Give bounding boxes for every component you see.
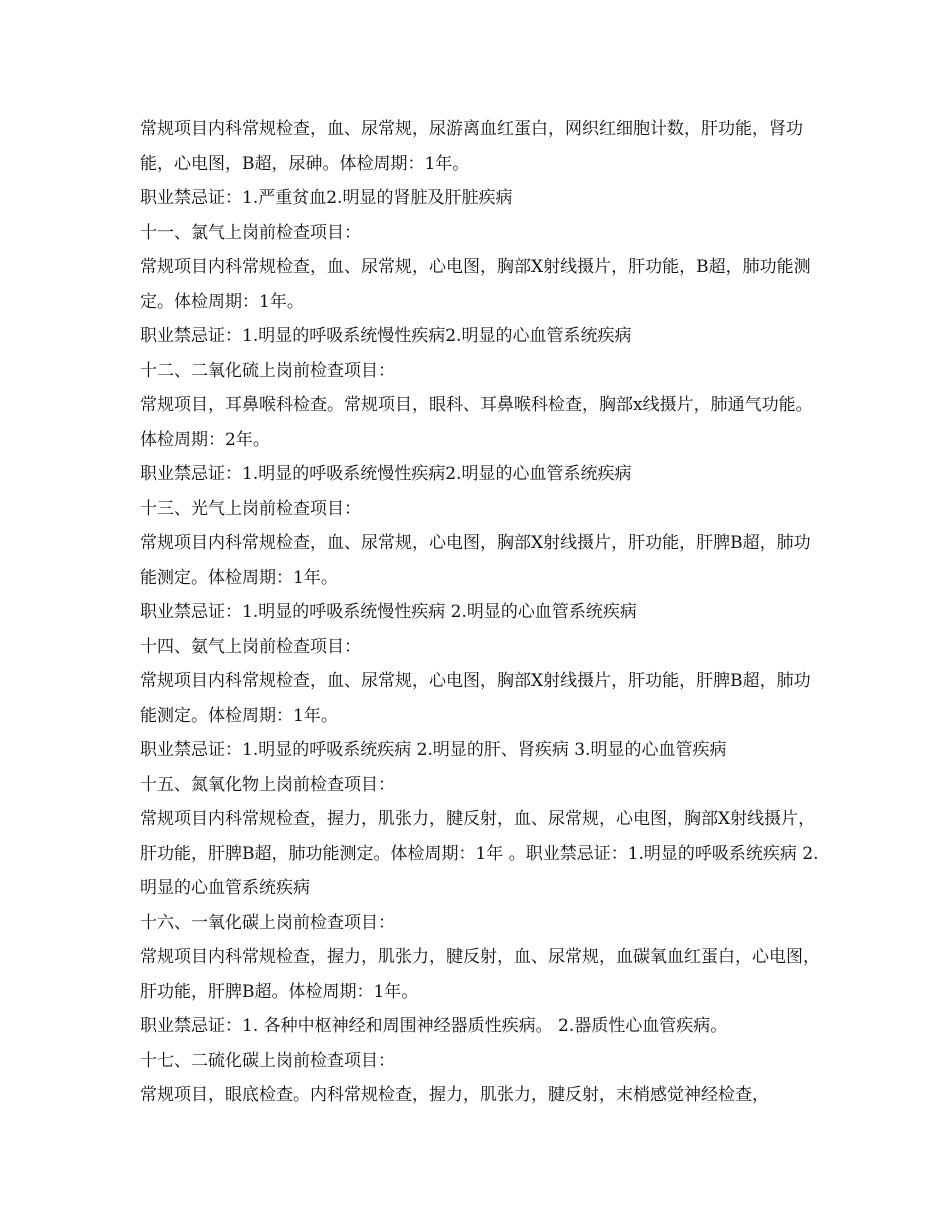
heading-phosgene: 十三、光气上岗前检查项目：: [140, 498, 361, 519]
paragraph-chlorine-items: 常规项目内科常规检查，血、尿常规，心电图，胸部X射线摄片，肝功能，B超，肺功能测定。体检周期：1年。: [140, 257, 811, 312]
paragraph-ammonia-items: 常规项目内科常规检查，血、尿常规，心电图，胸部X射线摄片，肝功能，肝脾B超，肺功能测定。体检周期：1年。: [140, 671, 811, 726]
paragraph-chlorine-contraindication: 职业禁忌证：1.明显的呼吸系统慢性疾病2.明显的心血管系统疾病: [140, 326, 632, 346]
paragraph-arsenic-items: 常规项目内科常规检查，血、尿常规，尿游离血红蛋白，网织红细胞计数，肝功能，肾功能，心电图，B超，尿砷。体检周期：1年。: [140, 119, 803, 174]
heading-sulfur-dioxide: 十二、二氧化硫上岗前检查项目：: [140, 360, 395, 381]
paragraph-phosgene-items: 常规项目内科常规检查，血、尿常规，心电图，胸部X射线摄片，肝功能，肝脾B超，肺功能测定。体检周期：1年。: [140, 533, 811, 588]
paragraph-carbon-monoxide-items: 常规项目内科常规检查，握力，肌张力，腱反射，血、尿常规，血碳氧血红蛋白，心电图，肝功能，肝脾B超。体检周期：1年。: [140, 947, 820, 1002]
paragraph-arsenic-contraindication: 职业禁忌证：1.严重贫血2.明显的肾脏及肝脏疾病: [140, 188, 513, 208]
paragraph-carbon-monoxide-contraindication: 职业禁忌证：1. 各种中枢神经和周围神经器质性疾病。 2.器质性心血管疾病。: [140, 1016, 728, 1036]
paragraph-phosgene-contraindication: 职业禁忌证：1.明显的呼吸系统慢性疾病 2.明显的心血管系统疾病: [140, 602, 637, 622]
heading-chlorine: 十一、氯气上岗前检查项目：: [140, 222, 361, 243]
paragraph-ammonia-contraindication: 职业禁忌证：1.明显的呼吸系统疾病 2.明显的肝、肾疾病 3.明显的心血管疾病: [140, 740, 727, 760]
paragraph-sulfur-dioxide-items: 常规项目，耳鼻喉科检查。常规项目，眼科、耳鼻喉科检查，胸部x线摄片，肺通气功能。体检周期：2年。: [140, 395, 813, 450]
paragraph-nitrogen-oxides-items: 常规项目内科常规检查，握力，肌张力，腱反射，血、尿常规，心电图，胸部X射线摄片，肝功能，肝脾B超，肺功能测定。体检周期：1年 。职业禁忌证：1.明显的呼吸系统疾病 2.明显的心血管系统疾病: [140, 809, 819, 898]
paragraph-carbon-disulfide-items: 常规项目，眼底检查。内科常规检查，握力，肌张力，腱反射，末梢感觉神经检查，: [140, 1085, 769, 1105]
document-body: [140, 112, 820, 1113]
heading-carbon-disulfide: 十七、二硫化碳上岗前检查项目：: [140, 1050, 395, 1071]
heading-carbon-monoxide: 十六、一氧化碳上岗前检查项目：: [140, 912, 395, 933]
heading-ammonia: 十四、氨气上岗前检查项目：: [140, 636, 361, 657]
paragraph-sulfur-dioxide-contraindication: 职业禁忌证：1.明显的呼吸系统慢性疾病2.明显的心血管系统疾病: [140, 464, 632, 484]
heading-nitrogen-oxides: 十五、氮氧化物上岗前检查项目：: [140, 774, 395, 795]
